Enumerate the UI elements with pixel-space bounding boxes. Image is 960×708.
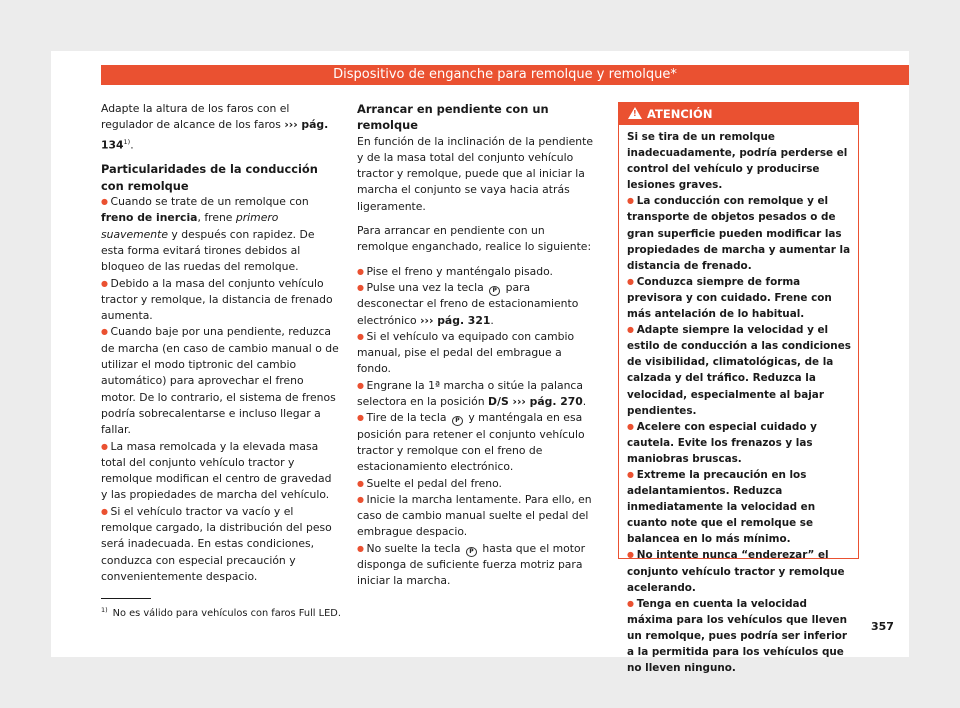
parking-brake-icon: P <box>452 416 463 426</box>
page-reference-link[interactable]: ››› pág. 321 <box>420 313 491 327</box>
step-item <box>357 329 599 378</box>
paragraph: En función de la inclinación de la pendiente y de la masa total del conjunto vehículo tractor y remolque, puede que al iniciar la marcha el conjunto se vaya hacia atrás ligeramente. <box>357 134 593 213</box>
list-item <box>101 504 341 585</box>
step-item <box>357 476 599 492</box>
step-text: hasta que el motor disponga de suficiente fuerza motriz para iniciar la marcha. <box>357 541 586 588</box>
page-header-title: Dispositivo de enganche para remolque y remolque* <box>101 65 909 85</box>
step-text: Tire de la tecla <box>366 411 450 425</box>
warning-intro: Si se tira de un remolque inadecuadamente, podría perderse el control del vehículo y producirse lesiones graves. <box>627 131 848 192</box>
footnote-number: 1) <box>101 606 108 614</box>
step-text: Pulse una vez la tecla <box>366 280 488 294</box>
list-item <box>101 324 341 438</box>
step-item <box>357 264 599 280</box>
list-item <box>101 276 341 325</box>
step-item <box>357 378 599 411</box>
step-end: . <box>582 395 587 409</box>
item-text: Si el vehículo tractor va vacío y el remolque cargado, la distribución del peso será inadecuada. En estas condiciones, conduzca con especial precaución y convenientemente despacio. <box>101 504 332 583</box>
warning-item: ● Acelere con especial cuidado y cautela. Evite los frenazos y las maniobras bruscas. <box>627 419 852 467</box>
middle-column <box>357 101 599 590</box>
page-reference-link[interactable]: ››› pág. 134 <box>101 118 329 152</box>
step-text: Si el vehículo va equipado con cambio manual, pise el pedal del embrague a fondo. <box>357 329 575 376</box>
warning-item: ● Extreme la precaución en los adelantamientos. Reduzca inmediatamente la velocidad en cuanto note que el remolque se balancea en lo más mínimo. <box>627 467 852 547</box>
paragraph: Para arrancar en pendiente con un remolque enganchado, realice lo siguiente: <box>357 224 592 254</box>
step-text: para desconectar el freno de estacionamiento electrónico <box>357 280 579 327</box>
footnote-text: No es válido para vehículos con faros Full LED. <box>112 608 341 619</box>
warning-triangle-icon <box>628 107 642 119</box>
page-number: 357 <box>871 620 894 633</box>
section-title: Particularidades de la conducción con remolque <box>101 162 318 193</box>
intro-paragraph <box>101 101 341 153</box>
step-item <box>357 541 599 590</box>
warning-header <box>619 103 858 125</box>
step-item <box>357 492 599 541</box>
warning-item: ● No intente nunca “enderezar” el conjunto vehículo tractor y remolque acelerando. <box>627 547 852 595</box>
parking-brake-icon: P <box>489 286 500 296</box>
footnote-divider <box>101 598 151 599</box>
gear-position: D/S <box>488 395 509 409</box>
warning-box <box>618 102 859 675</box>
item-bold: freno de inercia <box>101 211 198 225</box>
warning-body <box>619 125 858 676</box>
step-text: Inicie la marcha lentamente. Para ello, en caso de cambio manual suelte el pedal del embrague despacio. <box>357 492 592 539</box>
step-end: . <box>490 313 494 327</box>
step-text: No suelte la tecla <box>366 541 464 555</box>
item-text: Cuando se trate de un remolque con <box>110 195 309 209</box>
warning-item: ● Adapte siempre la velocidad y el estilo de conducción a las condiciones de visibilidad, climatológicas, de la calzada y del tráfico. Reduzca la velocidad, especialmente al bajar pendientes. <box>627 322 852 419</box>
intro-end: . <box>130 138 134 152</box>
step-text: Suelte el pedal del freno. <box>366 476 502 490</box>
footnote-mark: 1) <box>123 137 131 146</box>
step-text: Engrane la 1ª marcha o sitúe la palanca selectora en la posición <box>357 378 583 409</box>
warning-item: ● Tenga en cuenta la velocidad máxima para los vehículos que lleven un remolque, pues podría ser inferior a la permitida para los vehículos que no lleven ninguno. <box>627 596 852 676</box>
item-text: La masa remolcada y la elevada masa total del conjunto vehículo tractor y remolque modifican el centro de gravedad y las propiedades de marcha del vehículo. <box>101 439 332 502</box>
step-text: y manténgala en esa posición para retener el conjunto vehículo tractor y remolque con el freno de estacionamiento electrónico. <box>357 411 585 474</box>
intro-text: Adapte la altura de los faros con el regulador de alcance de los faros <box>101 102 290 132</box>
warning-heading: ATENCIÓN <box>647 107 713 121</box>
item-text: , frene <box>197 211 236 225</box>
step-item <box>357 410 599 475</box>
item-text: Debido a la masa del conjunto vehículo tractor y remolque, la distancia de frenado aumenta. <box>101 276 333 323</box>
parking-brake-icon: P <box>466 547 477 557</box>
manual-page <box>51 51 909 675</box>
footnote <box>101 606 341 619</box>
list-item <box>101 439 341 504</box>
warning-item: ● La conducción con remolque y el transporte de objetos pesados o de gran superficie pueden modificar las propiedades de marcha y aumentar la distancia de frenado. <box>627 193 852 273</box>
left-column <box>101 101 341 585</box>
step-item <box>357 280 599 329</box>
item-text: Cuando baje por una pendiente, reduzca de marcha (en caso de cambio manual o de utilizar el modo tiptronic del cambio automático) para aprovechar el freno motor. De lo contrario, el sistema de frenos podría sobrecalentarse e incluso llegar a fallar. <box>101 325 339 437</box>
subsection-title: Arrancar en pendiente con un remolque <box>357 102 549 133</box>
page-reference-link[interactable]: ››› pág. 270 <box>508 395 583 409</box>
list-item <box>101 194 341 275</box>
step-text: Pise el freno y manténgalo pisado. <box>366 264 553 278</box>
item-text: y después con rapidez. De esta forma evitará tirones debidos al bloqueo de las ruedas del remolque. <box>101 227 315 274</box>
item-italic: primero suavemente <box>101 211 279 241</box>
warning-item: ● Conduzca siempre de forma previsora y con cuidado. Frene con más antelación de lo habitual. <box>627 274 852 322</box>
